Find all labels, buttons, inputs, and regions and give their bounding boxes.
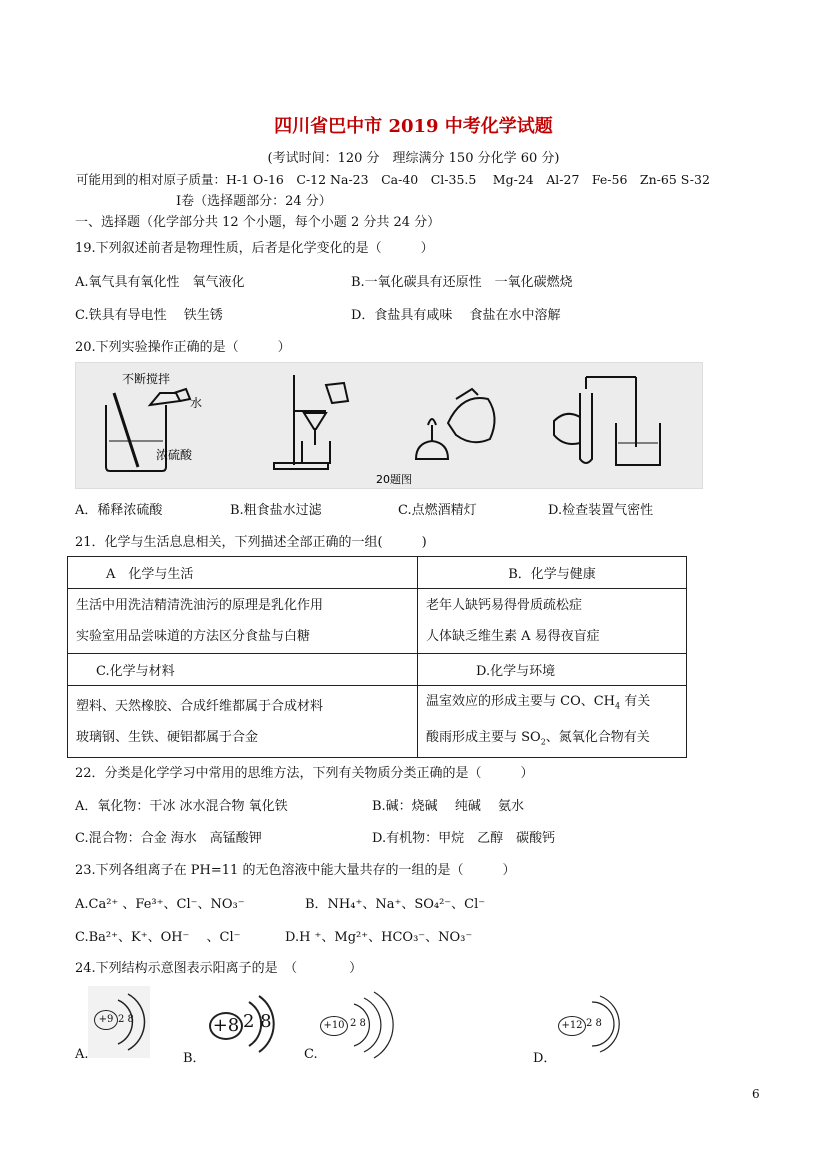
cell-d-head: D.化学与环境	[418, 654, 687, 686]
q20-option-d: D.检查装置气密性	[548, 503, 654, 518]
q19-option-a: A.氧气具有氧化性 氧气液化	[75, 275, 245, 290]
nucleus-b: +8	[209, 1012, 243, 1040]
nucleus-c: +10	[320, 1016, 348, 1036]
shells-b: 2 8	[243, 1011, 272, 1032]
atom-diagram-d	[556, 988, 626, 1060]
q23-stem: 23.下列各组离子在 PH=11 的无色溶液中能大量共存的一组的是（ ）	[75, 863, 516, 878]
q19-option-d: D．食盐具有咸味 食盐在水中溶解	[351, 308, 561, 323]
atom-diagram-c	[318, 990, 396, 1060]
q22-option-c: C.混合物：合金 海水 高锰酸钾	[75, 831, 262, 846]
cell-b-body	[418, 589, 687, 654]
q20-figure	[75, 362, 703, 489]
cell-b-line2: 人体缺乏维生素 A 易得夜盲症	[426, 629, 600, 644]
q22-option-d: D.有机物：甲烷 乙醇 碳酸钙	[372, 831, 556, 846]
q20-option-c: C.点燃酒精灯	[398, 503, 477, 518]
cell-c-line2: 玻璃钢、生铁、硬铝都属于合金	[76, 729, 259, 745]
figure-caption: 20题图	[376, 473, 412, 486]
cell-c-body	[68, 686, 418, 758]
q19-option-c: C.铁具有导电性 铁生锈	[75, 308, 223, 323]
q24-stem: 24.下列结构示意图表示阳离子的是 （ ）	[75, 961, 363, 976]
cell-c-line1: 塑料、天然橡胶、合成纤维都属于合成材料	[76, 698, 324, 714]
atom-diagram-a	[88, 986, 150, 1058]
section-heading: 一、选择题（化学部分共 12 个小题，每个小题 2 分共 24 分）	[75, 215, 441, 230]
q20-stem: 20.下列实验操作正确的是（ ）	[75, 340, 291, 355]
atom-diagram-b	[205, 992, 279, 1056]
cell-d-line2: 酸雨形成主要与 $SO_2$、氮氧化合物有关	[426, 729, 650, 747]
q22-option-a: A．氧化物：干冰 冰水混合物 氧化铁	[75, 799, 288, 814]
cell-a-head: A 化学与生活	[68, 557, 418, 589]
q21-table	[67, 556, 687, 758]
shells-a: 2 8	[118, 1014, 134, 1025]
q23-option-b: B．NH₄⁺、Na⁺、SO₄²⁻、Cl⁻	[305, 897, 486, 912]
exam-info: (考试时间：120 分 理综满分 150 分化学 60 分)	[267, 151, 560, 166]
cell-a-line2: 实验室用品尝味道的方法区分食盐与白糖	[76, 629, 311, 644]
shells-c: 2 8	[350, 1018, 366, 1029]
q22-option-b: B.碱：烧碱 纯碱 氨水	[372, 799, 524, 814]
page-number: 6	[752, 1087, 760, 1101]
shells-d: 2 8	[586, 1018, 602, 1029]
cell-b-line1: 老年人缺钙易得骨质疏松症	[426, 598, 583, 613]
q23-option-a: A.Ca²⁺ 、Fe³⁺、Cl⁻、NO₃⁻	[75, 897, 245, 912]
q24-label-c: C.	[304, 1047, 318, 1062]
label-stir: 不断搅拌	[122, 372, 171, 386]
label-acid: 浓硫酸	[156, 448, 193, 462]
cell-b-head: B．化学与健康	[418, 557, 687, 589]
q24-label-d: D．	[533, 1051, 557, 1066]
cell-d-body	[418, 686, 687, 758]
q22-stem: 22．分类是化学学习中常用的思维方法，下列有关物质分类正确的是（ ）	[75, 766, 534, 781]
q24-label-b: B．	[183, 1051, 206, 1066]
q19-option-b: B.一氧化碳具有还原性 一氧化碳燃烧	[351, 275, 573, 290]
q20-option-a: A．稀释浓硫酸	[75, 503, 163, 518]
atomic-masses: 可能用到的相对原子质量：H-1 O-16 C-12 Na-23 Ca-40 Cl-35.5 Mg-24 Al-27 Fe-56 Zn-65 S-32	[76, 172, 710, 187]
nucleus-d: +12	[558, 1016, 586, 1036]
cell-a-line1: 生活中用洗洁精清洗油污的原理是乳化作用	[76, 598, 324, 613]
q21-stem: 21．化学与生活息息相关，下列描述全部正确的一组( )	[75, 535, 427, 550]
page-title: 四川省巴中市 2019 中考化学试题	[274, 116, 553, 137]
q19-stem: 19.下列叙述前者是物理性质，后者是化学变化的是（ ）	[75, 241, 434, 256]
cell-c-head: C.化学与材料	[68, 654, 418, 686]
q23-option-c: C.Ba²⁺、K⁺、OH⁻ 、Cl⁻	[75, 930, 241, 945]
volume-heading: Ⅰ卷（选择题部分：24 分）	[176, 194, 332, 209]
cell-a-body	[68, 589, 418, 654]
nucleus-a: +9	[94, 1010, 118, 1030]
label-water: 水	[190, 396, 203, 410]
q20-option-b: B.粗食盐水过滤	[230, 503, 322, 518]
q24-label-a: A.	[75, 1047, 89, 1062]
q23-option-d: D.H ⁺、Mg²⁺、HCO₃⁻、NO₃⁻	[285, 930, 473, 945]
lab-apparatus-illustration	[76, 363, 702, 488]
cell-d-line1: 温室效应的形成主要与 CO、$CH_4$ 有关	[426, 694, 651, 711]
